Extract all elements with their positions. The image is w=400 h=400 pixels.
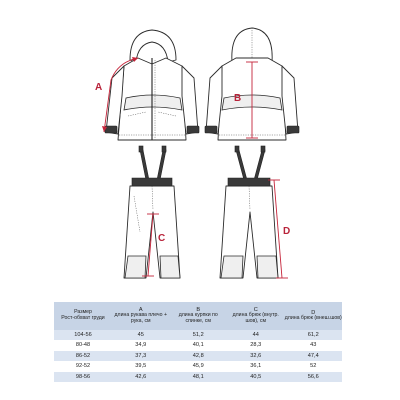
value-cell: 44 (227, 330, 285, 340)
value-cell: 48,1 (170, 372, 228, 382)
size-cell: 86-52 (54, 351, 112, 361)
label-d: D (283, 226, 291, 237)
header-label: длина курпки по спинке, см (178, 312, 218, 325)
value-cell: 34,9 (112, 340, 170, 350)
size-table-header (54, 302, 342, 330)
header-cell-d (285, 302, 343, 330)
size-table (54, 302, 342, 382)
header-cell-b (170, 302, 228, 330)
value-cell: 52 (285, 361, 343, 371)
value-cell: 45,9 (170, 361, 228, 371)
header-letter: D (311, 309, 316, 316)
size-cell: 104-56 (54, 330, 112, 340)
header-letter: A (138, 306, 143, 313)
pants-front-drawing (124, 146, 180, 278)
header-size-label: Размер (74, 309, 92, 316)
header-height-label: Рост-обхват груди (61, 315, 105, 321)
size-cell: 98-56 (54, 372, 112, 382)
table-row (54, 330, 342, 340)
header-label: длина рукава плечо + рука, см (114, 312, 167, 325)
header-letter: C (253, 306, 258, 313)
value-cell: 42,6 (112, 372, 170, 382)
label-b: B (234, 93, 242, 104)
value-cell: 28,3 (227, 340, 285, 350)
label-a: A (95, 82, 103, 93)
table-row (54, 372, 342, 382)
header-label: длина брюк (внутр. шов), см (232, 312, 279, 325)
size-cell: 80-48 (54, 340, 112, 350)
value-cell: 40,1 (170, 340, 228, 350)
table-row (54, 340, 342, 350)
header-cell-size (54, 302, 112, 330)
value-cell: 45 (112, 330, 170, 340)
value-cell: 40,5 (227, 372, 285, 382)
size-cell: 92-52 (54, 361, 112, 371)
value-cell: 39,5 (112, 361, 170, 371)
value-cell: 61,2 (285, 330, 343, 340)
pants-back-drawing (220, 146, 278, 278)
value-cell: 47,4 (285, 351, 343, 361)
value-cell: 51,2 (170, 330, 228, 340)
table-row (54, 361, 342, 371)
header-letter: B (196, 306, 201, 313)
value-cell: 37,3 (112, 351, 170, 361)
header-cell-c (227, 302, 285, 330)
value-cell: 43 (285, 340, 343, 350)
value-cell: 42,8 (170, 351, 228, 361)
header-cell-a (112, 302, 170, 330)
jacket-front-drawing (105, 30, 199, 140)
value-cell: 32,6 (227, 351, 285, 361)
header-label: длина брюк (внеш.шов) (284, 315, 342, 322)
label-c: C (158, 233, 166, 244)
value-cell: 56,6 (285, 372, 343, 382)
value-cell: 36,1 (227, 361, 285, 371)
table-row (54, 351, 342, 361)
